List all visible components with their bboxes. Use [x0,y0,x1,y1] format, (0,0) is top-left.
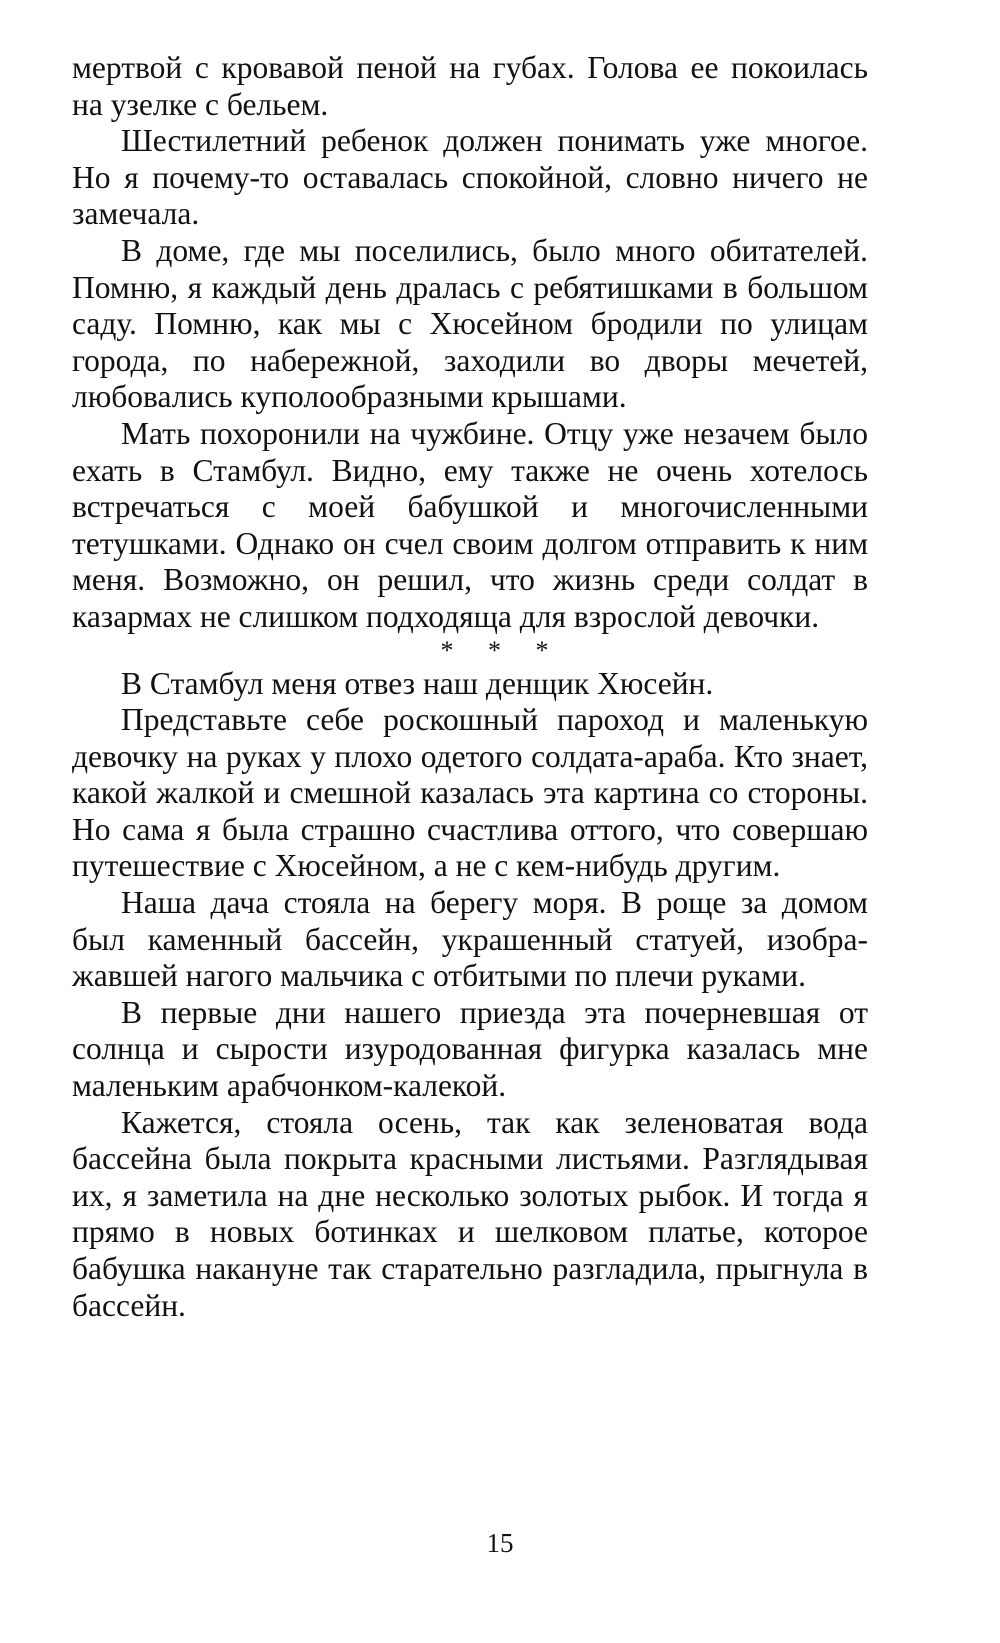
paragraph-9: Кажется, стояла осень, так как зеленоватая вода бассейна была покрыта красными листьями. Разглядывая их, я заметила на дне несколько золотых рыбок. И тогда я прямо в новых ботинках и шелковом платье, которое бабушка накануне так старательно разгладила, прыгнула в бассейн. [72,1104,868,1323]
paragraph-3: В доме, где мы поселились, было много обитателей. Помню, я каждый день дралась с ребятишками в большом саду. Помню, как мы с Хюсейном бродили по улицам города, по набережной, заходили во дворы мечетей, любовались куполообразными крышами. [72,232,868,415]
page-text [72,50,868,1324]
page-number: 15 [486,1528,514,1558]
section-separator: * * * [440,635,563,665]
paragraph-7: Наша дача стояла на берегу моря. В роще за домом был каменный бассейн, украшенный статуей, изображавшей нагого мальчика с отбитыми по плечи руками. [72,885,868,994]
paragraph-1: мертвой с кровавой пеной на губах. Голова ее покоилась на узелке с бельем. [72,50,868,122]
paragraph-2: Шестилетний ребенок должен понимать уже многое. Но я почему-то оставалась спокойной, словно ничего не замечала. [72,123,868,232]
paragraph-4: Мать похоронили на чужбине. Отцу уже незачем было ехать в Стамбул. Видно, ему также не очень хотелось встречаться с моей бабушкой и многочисленными тетушками. Однако он счел своим долгом отправить к ним меня. Возможно, он решил, что жизнь среди солдат в казармах не слишком подходяща для взрослой девочки. [72,415,868,634]
paragraph-5: В Стамбул меня отвез наш денщик Хюсейн. [121,665,714,701]
paragraph-6: Представьте себе роскошный пароход и маленькую девочку на руках у плохо одетого солдата-араба. Кто знает, какой жалкой и смешной казалась эта картина со стороны. Но сама я была страшно счастлива оттого, что совершаю путешествие с Хюсейном, а не с кем-нибудь другим. [72,702,868,884]
paragraph-8: В первые дни нашего приезда эта почерневшая от солнца и сырости изуродованная фигурка казалась мне маленьким арабчонком-калекой. [72,994,868,1104]
